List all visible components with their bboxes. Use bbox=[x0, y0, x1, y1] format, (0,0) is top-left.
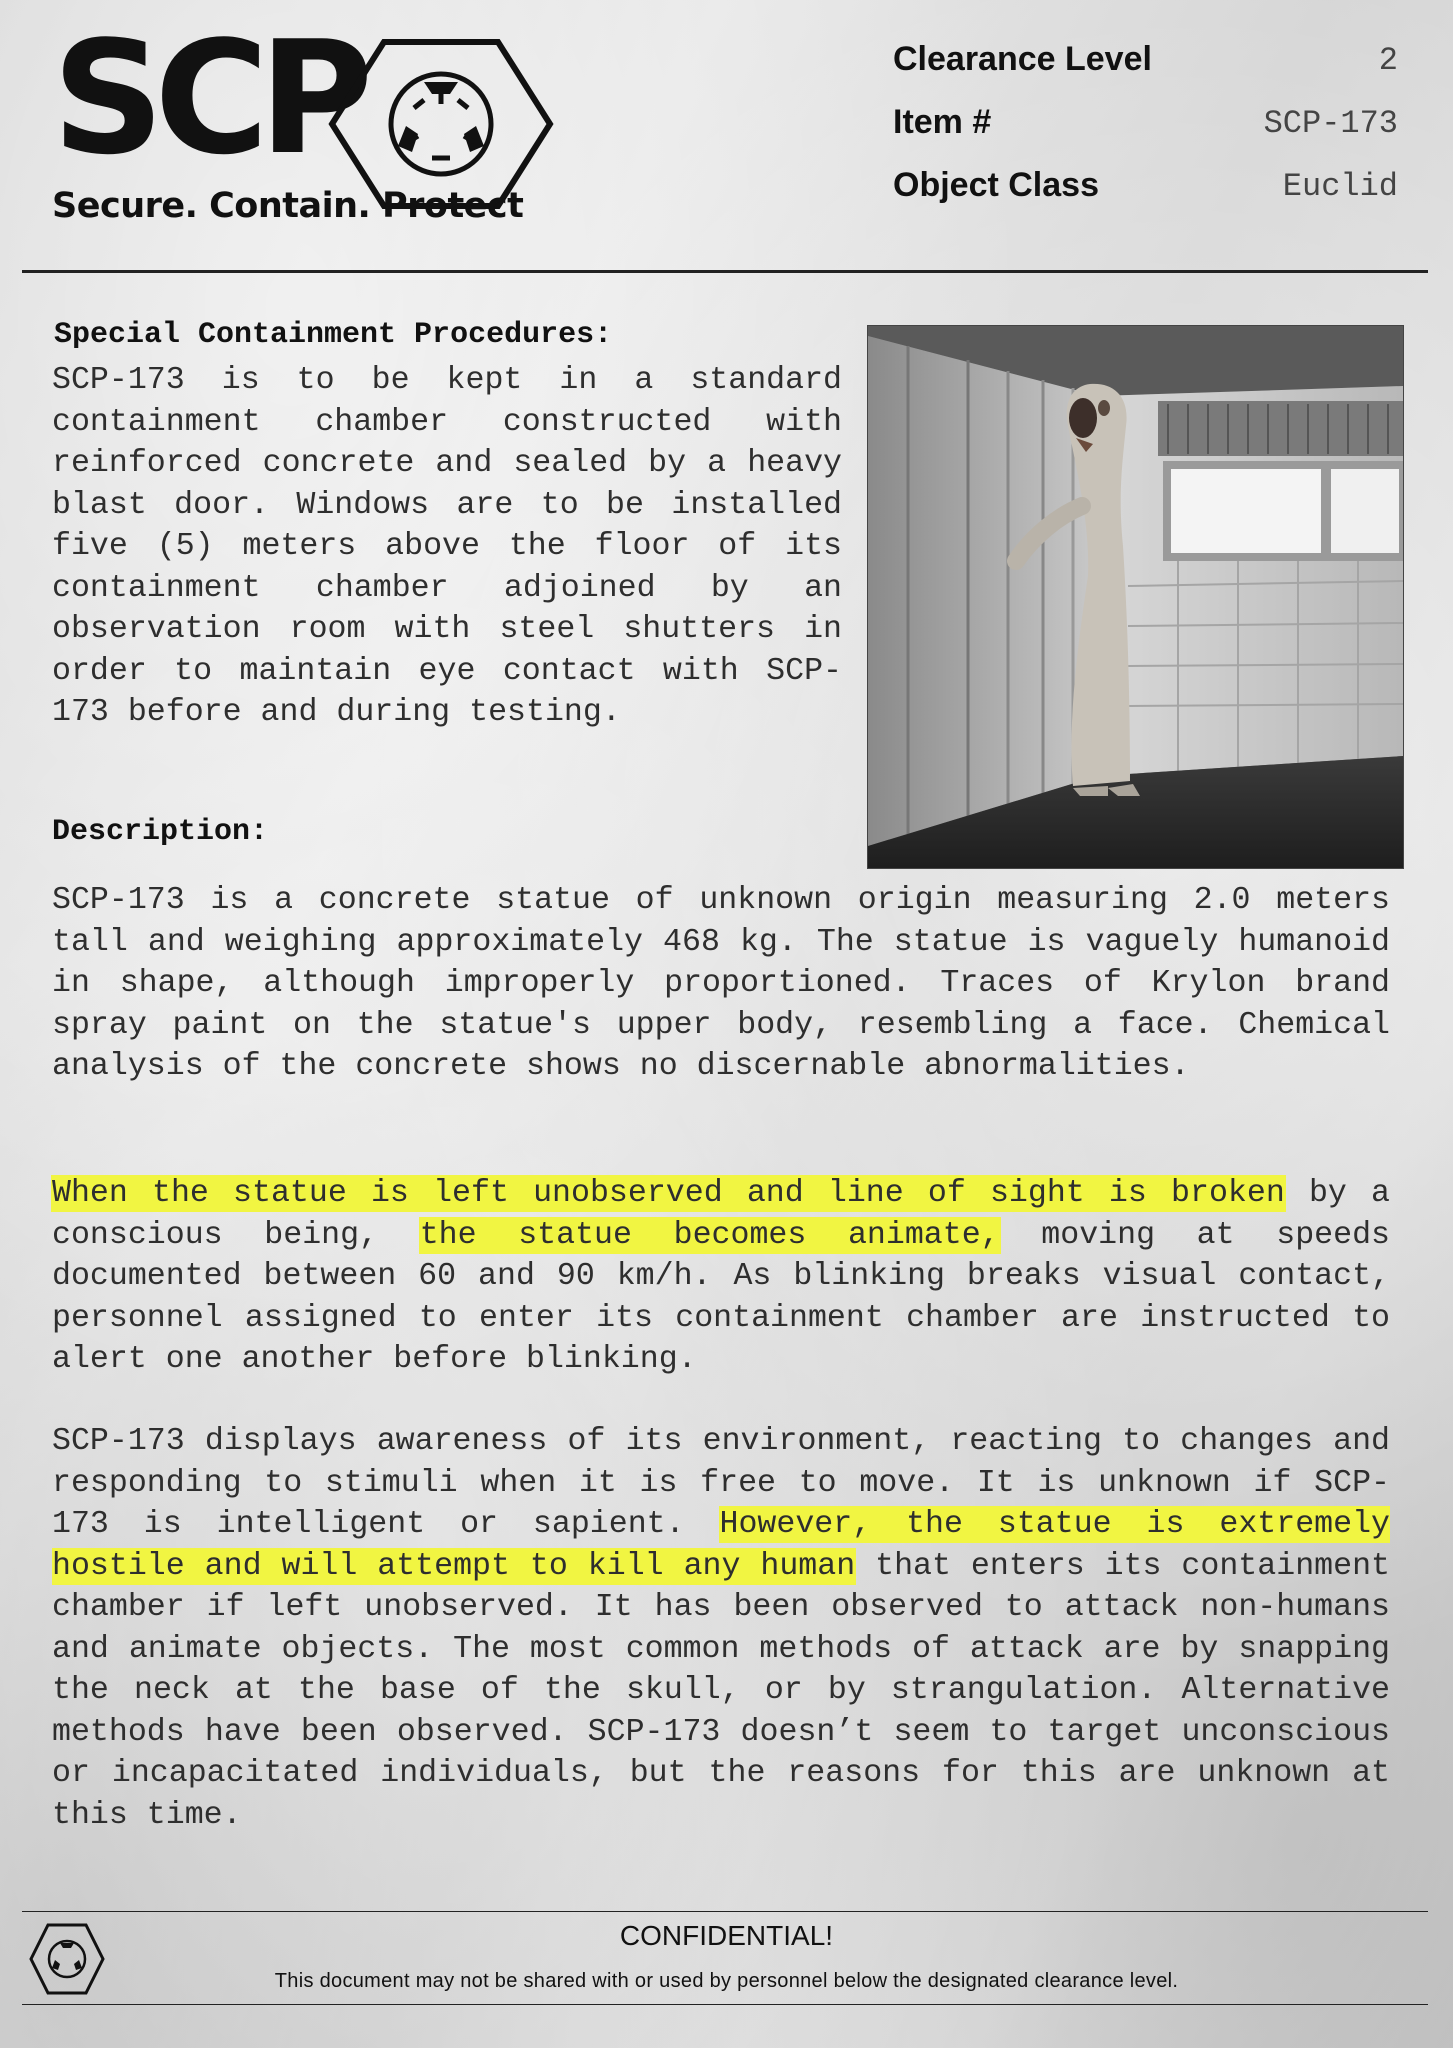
item-number-row bbox=[893, 103, 1398, 166]
description-paragraph-3 bbox=[52, 1421, 1390, 1836]
paragraph-3-text-b: that enters its containment chamber if left unobserved. It has been observed to attack non-humans and animate objects. The most common methods of attack are by snapping the neck at the base of the skull, or by strangulation. Alternative methods have been observed. SCP-173 doesn’t seem to target unconscious or incapacitated individuals, but the reasons for this are unknown at this time. bbox=[52, 1548, 1390, 1833]
object-class-value: Euclid bbox=[1282, 168, 1398, 205]
scp-logo bbox=[52, 7, 524, 228]
highlight-unobserved: When the statue is left unobserved and line of sight is broken bbox=[52, 1176, 1285, 1211]
object-class-label: Object Class bbox=[893, 166, 1099, 204]
item-number-label: Item # bbox=[893, 103, 992, 141]
paragraph-2-text-b: moving at speeds documented between 60 and 90 km/h. As blinking breaks visual contact, personnel assigned to enter its containment chamber are instructed to alert one another before blinking. bbox=[52, 1217, 1391, 1377]
clearance-level-label: Clearance Level bbox=[893, 40, 1152, 78]
highlight-hostile: However, the statue is extremely hostile and will attempt to kill any human bbox=[52, 1507, 1390, 1584]
logo-text: SCP bbox=[52, 7, 364, 189]
clearance-level-value: 2 bbox=[1378, 42, 1398, 79]
description-heading: Description: bbox=[52, 815, 269, 849]
logo-tagline: Secure. Contain. Protect bbox=[52, 186, 524, 226]
paragraph-3-text-a: SCP-173 displays awareness of its environment, reacting to changes and responding to stimuli when it is free to move. It is unknown if SCP-173 is intelligent or sapient. bbox=[52, 1424, 1390, 1542]
confidential-title: CONFIDENTIAL! bbox=[619, 1920, 834, 1951]
description-paragraph-2 bbox=[52, 1173, 1390, 1381]
item-number-value: SCP-173 bbox=[1263, 105, 1398, 142]
confidential-note: This document may not be shared with or used by personnel below the designated clearance level. bbox=[274, 1970, 1179, 1992]
footer-divider-top bbox=[22, 1911, 1428, 1912]
scp-173-photo bbox=[868, 326, 1403, 868]
containment-text: SCP-173 is to be kept in a standard containment chamber constructed with reinforced concrete and sealed by a heavy blast door. Windows are to be installed five (5) meters above the floor of its containment chamber adjoined by an observation room with steel shutters in order to maintain eye contact with SCP-173 before and during testing. bbox=[52, 363, 842, 730]
description-paragraph-1: SCP-173 is a concrete statue of unknown origin measuring 2.0 meters tall and weighing approximately 468 kg. The statue is vaguely humanoid in shape, although improperly proportioned. Traces of Krylon brand spray paint on the statue's upper body, resembling a face. Chemical analysis of the concrete shows no discernable abnormalities. bbox=[52, 883, 1390, 1084]
document-info bbox=[893, 40, 1398, 229]
object-class-row bbox=[893, 166, 1398, 229]
scp-emblem-icon bbox=[328, 38, 554, 210]
containment-heading: Special Containment Procedures: bbox=[54, 318, 613, 352]
highlight-animate: the statue becomes animate, bbox=[419, 1217, 1000, 1253]
header-divider bbox=[22, 270, 1428, 273]
footer-divider-bottom bbox=[22, 2004, 1428, 2005]
statue-image-icon bbox=[868, 326, 1403, 868]
paragraph-2-text-a: by a conscious being, bbox=[52, 1176, 1390, 1253]
clearance-level-row bbox=[893, 40, 1398, 103]
